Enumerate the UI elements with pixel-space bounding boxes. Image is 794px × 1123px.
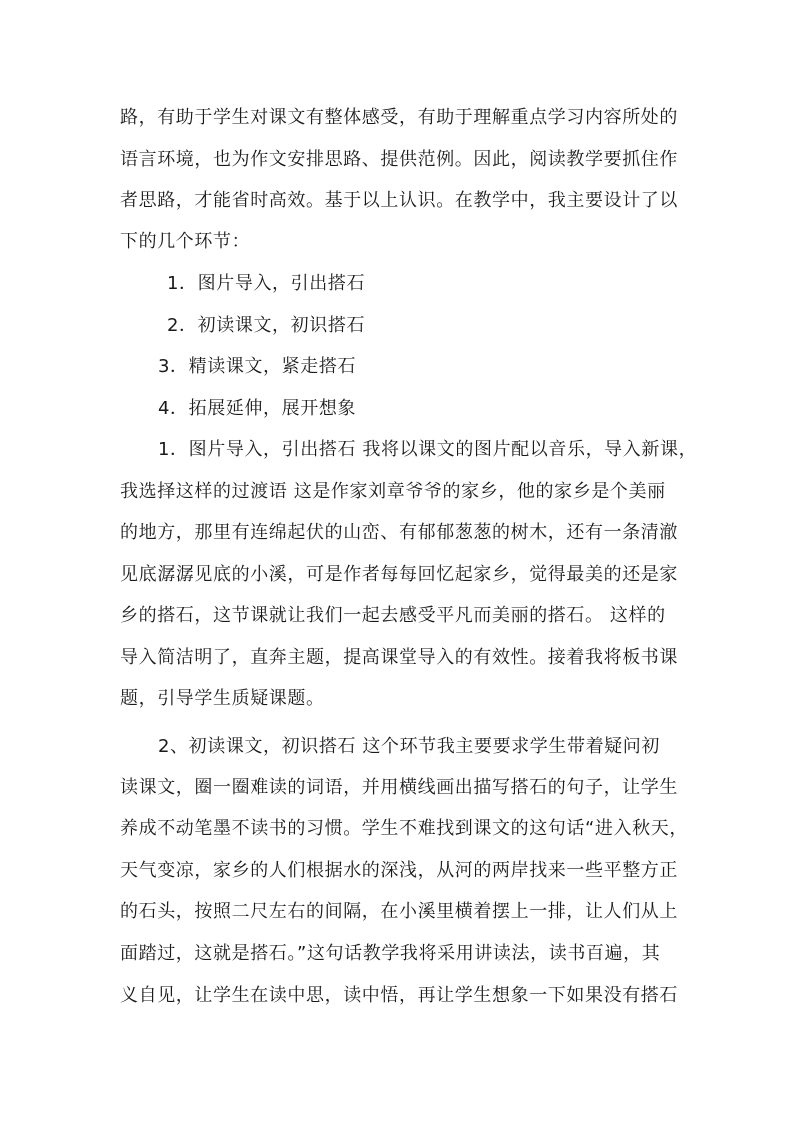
section-1-start: 1．图片导入，引出搭石 我将以课文的图片配以音乐，导入新课， bbox=[158, 439, 698, 460]
text-line-13: 乡的搭石，这节课就让我们一起去感受平凡而美丽的搭石。 这样的 bbox=[120, 605, 666, 626]
list-item-2: 2．初读课文，初识搭石 bbox=[167, 315, 366, 336]
section-2-start: 2、初读课文，初识搭石 这个环节我主要要求学生带着疑问初 bbox=[158, 736, 660, 757]
text-line-2: 语言环境，也为作文安排思路、提供范例。因此，阅读教学要抓住作 bbox=[120, 149, 678, 170]
text-line-1: 路，有助于学生对课文有整体感受，有助于理解重点学习内容所处的 bbox=[120, 107, 678, 128]
text-line-19: 天气变凉，家乡的人们根据水的深浅，从河的两岸找来一些平整方正 bbox=[120, 860, 678, 881]
text-line-10: 我选择这样的过渡语 这是作家刘章爷爷的家乡，他的家乡是个美丽 bbox=[120, 481, 666, 502]
list-item-1: 1．图片导入，引出搭石 bbox=[167, 273, 366, 294]
text-line-20: 的石头，按照二尺左右的间隔，在小溪里横着摆上一排，让人们从上 bbox=[120, 901, 678, 922]
text-line-17: 读课文，圈一圈难读的词语，并用横线画出描写搭石的句子，让学生 bbox=[120, 777, 678, 798]
text-line-11: 的地方，那里有连绵起伏的山峦、有郁郁葱葱的树木，还有一条清澈 bbox=[120, 522, 678, 543]
text-line-12: 见底潺潺见底的小溪，可是作者每每回忆起家乡，觉得最美的还是家 bbox=[120, 564, 678, 585]
text-line-14: 导入简洁明了，直奔主题，提高课堂导入的有效性。接着我将板书课 bbox=[120, 647, 678, 668]
list-item-4: 4．拓展延伸，展开想象 bbox=[158, 398, 357, 419]
text-line-3: 者思路，才能省时高效。基于以上认识。在教学中，我主要设计了以 bbox=[120, 190, 678, 211]
text-line-4: 下的几个环节： bbox=[120, 231, 251, 252]
text-line-18: 养成不动笔墨不读书的习惯。学生不难找到课文的这句话“进入秋天， bbox=[120, 818, 688, 839]
text-line-21: 面踏过，这就是搭石。”这句话教学我将采用讲读法，读书百遍，其 bbox=[120, 943, 661, 964]
list-item-3: 3．精读课文，紧走搭石 bbox=[158, 356, 357, 377]
text-line-22: 义自见，让学生在读中思，读中悟，再让学生想象一下如果没有搭石 bbox=[120, 985, 678, 1006]
text-line-15: 题，引导学生质疑课题。 bbox=[120, 688, 325, 709]
